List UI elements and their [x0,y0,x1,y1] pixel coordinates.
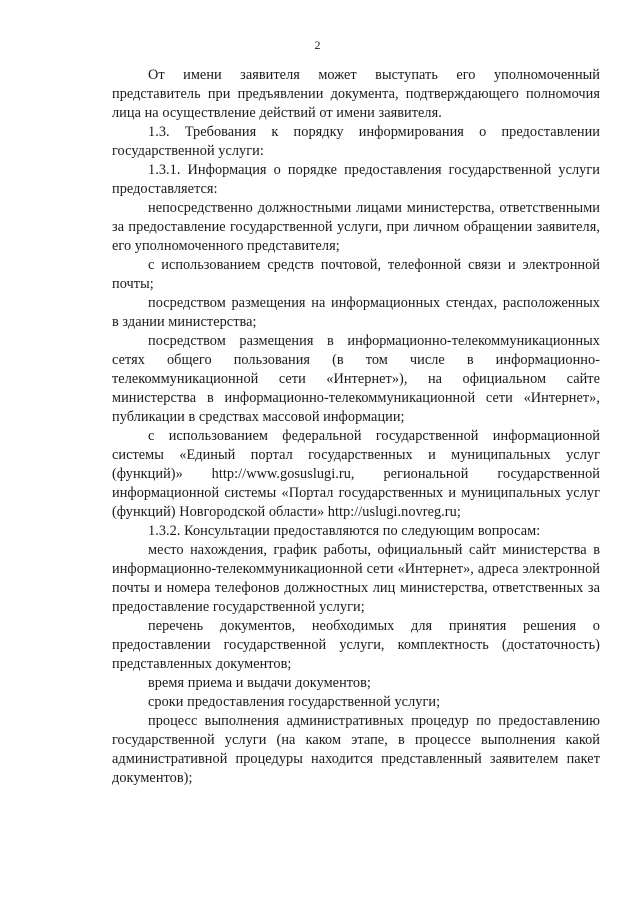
paragraph-document-list: перечень документов, необходимых для принятия решения о предоставлении государственной услуги, комплектность (достаточность) представленных документов; [112,618,600,672]
page-number: 2 [314,38,321,52]
paragraph-service-terms: сроки предоставления государственной услуги; [148,694,441,710]
paragraph-portals: с использованием федеральной государственной информационной системы «Единый портал государственных и муниципальных услуг (функций)» http://www.gosuslugi.ru, региональной государственной информационной системы «Портал государственных и муниципальных услуг (функций) Новгородской области» http://uslugi.novreg.ru; [112,428,600,520]
paragraph-section-1-3-2: 1.3.2. Консультации предоставляются по следующим вопросам: [148,523,541,539]
paragraph-procedure-progress: процесс выполнения административных процедур по предоставлению государственной услуги (на каком этапе, в процессе выполнения какой административной процедуры находится представленный заявителем пакет документов); [112,713,600,786]
paragraph-postal-phone-email: с использованием средств почтовой, телефонной связи и электронной почты; [112,257,600,292]
paragraph-info-stands: посредством размещения на информационных стендах, расположенных в здании министерства; [112,295,600,330]
paragraph-internet-media: посредством размещения в информационно-телекоммуникационных сетях общего пользования (в том числе в информационно-телекоммуникационной сети «Интернет»), на официальном сайте министерства в информационно-телекоммуникационной сети «Интернет», публикации в средствах массовой информации; [112,333,600,425]
paragraph-personal-contact: непосредственно должностными лицами министерства, ответственными за предоставление государственной услуги, при личном обращении заявителя, его уполномоченного представителя; [112,200,600,254]
paragraph-section-1-3-1: 1.3.1. Информация о порядке предоставления государственной услуги предоставляется: [112,162,600,197]
document-body [112,66,600,788]
paragraph-section-1-3: 1.3. Требования к порядку информирования о предоставлении государственной услуги: [112,124,600,159]
paragraph-representative: От имени заявителя может выступать его уполномоченный представитель при предъявлении документа, подтверждающего полномочия лица на осуществление действий от имени заявителя. [112,67,600,121]
paragraph-reception-time: время приема и выдачи документов; [148,675,371,691]
paragraph-location-schedule: место нахождения, график работы, официальный сайт министерства в информационно-телекоммуникационной сети «Интернет», адреса электронной почты и номера телефонов должностных лиц министерства, ответственных за предоставление государственной услуги; [112,542,600,615]
